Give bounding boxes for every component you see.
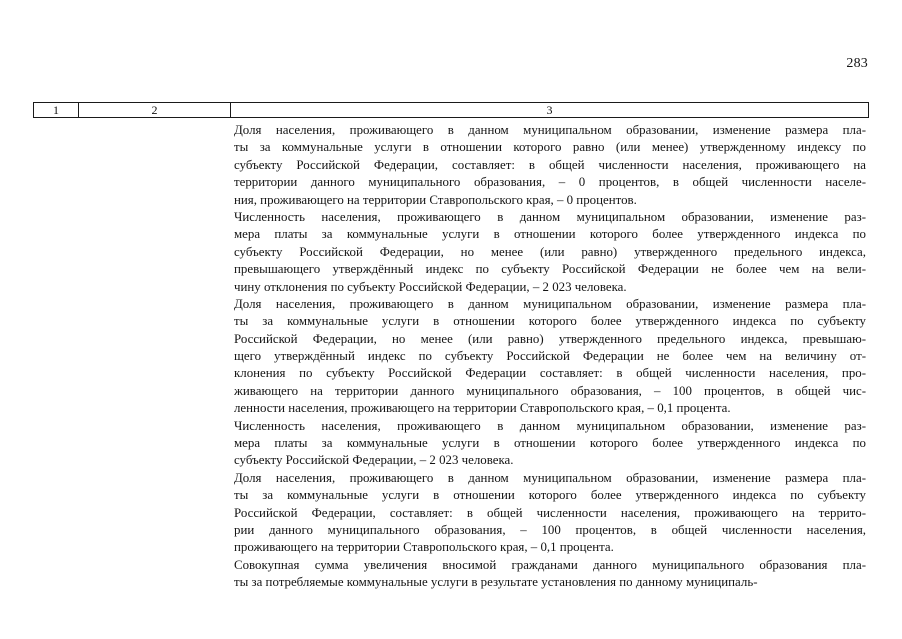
text-line: Доля населения, проживающего в данном муниципальном образовании, изменение размера пла- bbox=[234, 470, 866, 485]
text-line: ленности населения, проживающего на территории Ставропольского края, – 0,1 процента. bbox=[234, 401, 731, 416]
text-line: живающего на территории данного муниципального образования, – 100 процентов, в общей чис- bbox=[234, 383, 866, 398]
paragraph bbox=[234, 209, 866, 296]
text-line: Доля населения, проживающего в данном муниципальном образовании, изменение размера пла- bbox=[234, 123, 866, 137]
text-line: ты за коммунальные услуги в отношении которого более утвержденного индекса по субъекту bbox=[234, 314, 866, 329]
table-column-3-content bbox=[234, 122, 866, 592]
text-line: клонения по субъекту Российской Федерации составляет: в общей численности населения, про- bbox=[234, 366, 866, 381]
table-header-cell-2: 2 bbox=[79, 103, 231, 117]
paragraph bbox=[234, 557, 866, 592]
paragraph bbox=[234, 418, 866, 470]
table-header-cell-3: 3 bbox=[546, 103, 553, 117]
text-line: Российской Федерации, но менее (или равно) утвержденного предельного индекса, превышаю- bbox=[234, 331, 866, 346]
text-line: субъекту Российской Федерации, но менее (или равно) утвержденного предельного индекса, bbox=[234, 244, 866, 259]
text-line: субъекту Российской Федерации, – 2 023 человека. bbox=[234, 453, 514, 468]
table-header-cell-1: 1 bbox=[34, 103, 79, 117]
paragraph bbox=[234, 122, 866, 209]
text-line: превышающего утверждённый индекс по субъекту Российской Федерации не более чем на вели- bbox=[234, 262, 866, 277]
text-line: Российской Федерации, составляет: в общей численности населения, проживающего на террито- bbox=[234, 505, 866, 520]
text-line: проживающего на территории Ставропольского края, – 0,1 процента. bbox=[234, 540, 614, 555]
text-line: ты за потребляемые коммунальные услуги в результате установления по данному муниципаль- bbox=[234, 575, 758, 590]
text-line: щего утверждённый индекс по субъекту Российской Федерации не более чем на величину от- bbox=[234, 349, 866, 364]
text-line: рии данного муниципального образования, – 100 процентов, в общей численности населения, bbox=[234, 522, 866, 537]
text-line: ты за коммунальные услуги в отношении которого равно (или менее) утвержденному индексу по bbox=[234, 140, 866, 155]
table-header-row bbox=[33, 102, 869, 118]
text-line: мера платы за коммунальные услуги в отношении которого более утвержденного индекса по bbox=[234, 227, 866, 242]
text-line: Численность населения, проживающего в данном муниципальном образовании, изменение раз- bbox=[234, 209, 866, 224]
text-line: Численность населения, проживающего в данном муниципальном образовании, изменение раз- bbox=[234, 418, 866, 433]
text-line: ты за коммунальные услуги в отношении которого более утвержденного индекса по субъекту bbox=[234, 488, 866, 503]
text-line: Совокупная сумма увеличения вносимой гражданами данного муниципального образования пла- bbox=[234, 557, 866, 572]
text-line: мера платы за коммунальные услуги в отношении которого более утвержденного индекса по bbox=[234, 436, 866, 451]
text-line: ния, проживающего на территории Ставропольского края, – 0 процентов. bbox=[234, 192, 637, 207]
paragraph bbox=[234, 296, 866, 418]
text-line: чину отклонения по субъекту Российской Федерации, – 2 023 человека. bbox=[234, 279, 627, 294]
paragraph bbox=[234, 470, 866, 557]
page-number: 283 bbox=[846, 56, 868, 71]
text-line: субъекту Российской Федерации, составляет: в общей численности населения, проживающего на bbox=[234, 157, 866, 172]
text-line: Доля населения, проживающего в данном муниципальном образовании, изменение размера пла- bbox=[234, 296, 866, 311]
text-line: территории данного муниципального образования, – 0 процентов, в общей численности населе- bbox=[234, 175, 866, 190]
